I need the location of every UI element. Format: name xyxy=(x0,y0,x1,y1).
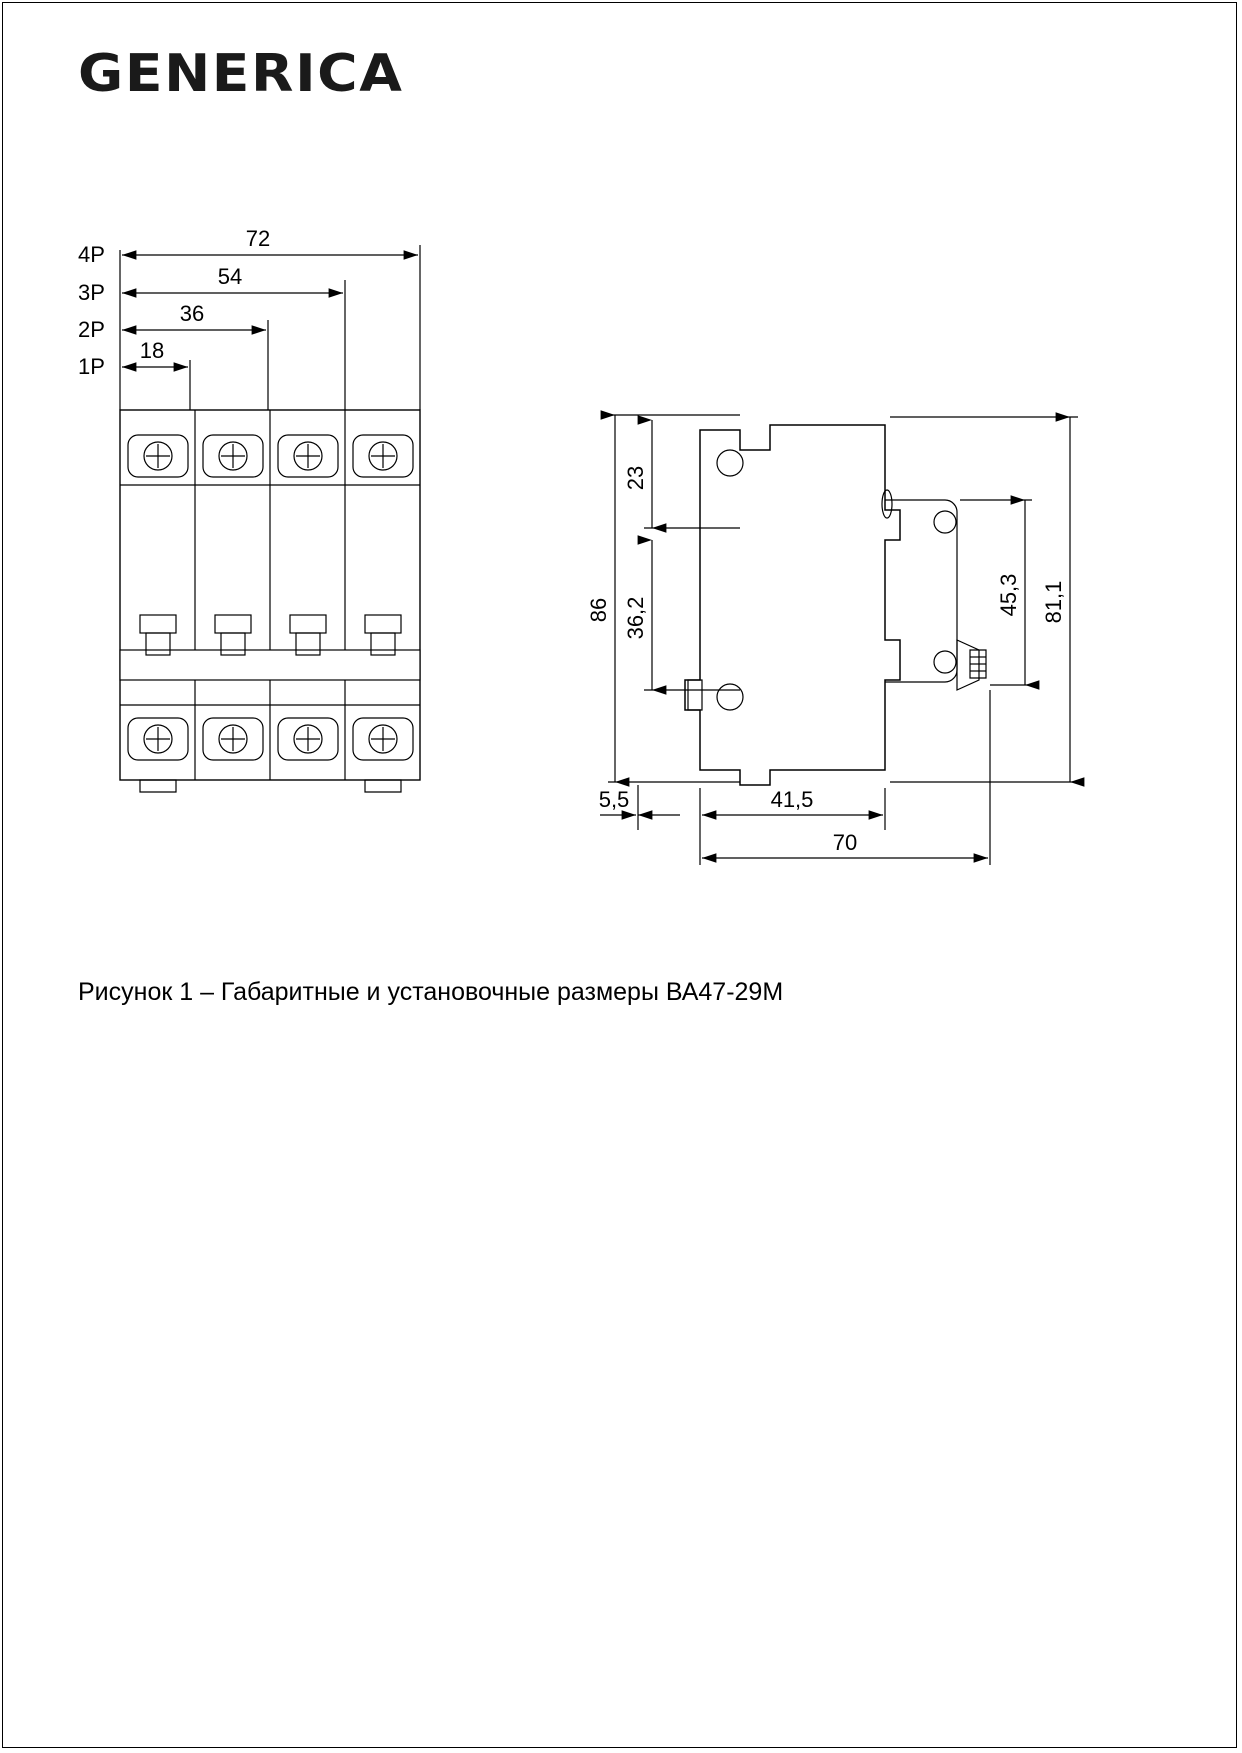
dim-36-2: 36,2 xyxy=(623,596,648,640)
dim-54: 54 xyxy=(217,264,243,289)
dim-41-5: 41,5 xyxy=(770,787,814,812)
brand-logo: GENERICA xyxy=(78,44,404,104)
dim-45-3: 45,3 xyxy=(996,573,1021,617)
figure-caption: Рисунок 1 – Габаритные и установочные размеры ВА47-29М xyxy=(78,978,784,1006)
dim-72: 72 xyxy=(245,226,271,251)
pole-label-2p: 2P xyxy=(78,317,105,342)
dim-23: 23 xyxy=(623,465,648,491)
pole-label-1p: 1P xyxy=(78,354,105,379)
dim-5-5: 5,5 xyxy=(598,787,630,812)
dim-18: 18 xyxy=(139,338,165,363)
dim-81-1: 81,1 xyxy=(1041,580,1066,624)
technical-drawing-svg xyxy=(40,210,1200,910)
dim-86: 86 xyxy=(586,597,611,623)
dim-36: 36 xyxy=(179,301,205,326)
dim-70: 70 xyxy=(832,830,858,855)
pole-label-4p: 4P xyxy=(78,242,105,267)
figure-drawing xyxy=(40,210,1200,910)
pole-label-3p: 3P xyxy=(78,280,105,305)
